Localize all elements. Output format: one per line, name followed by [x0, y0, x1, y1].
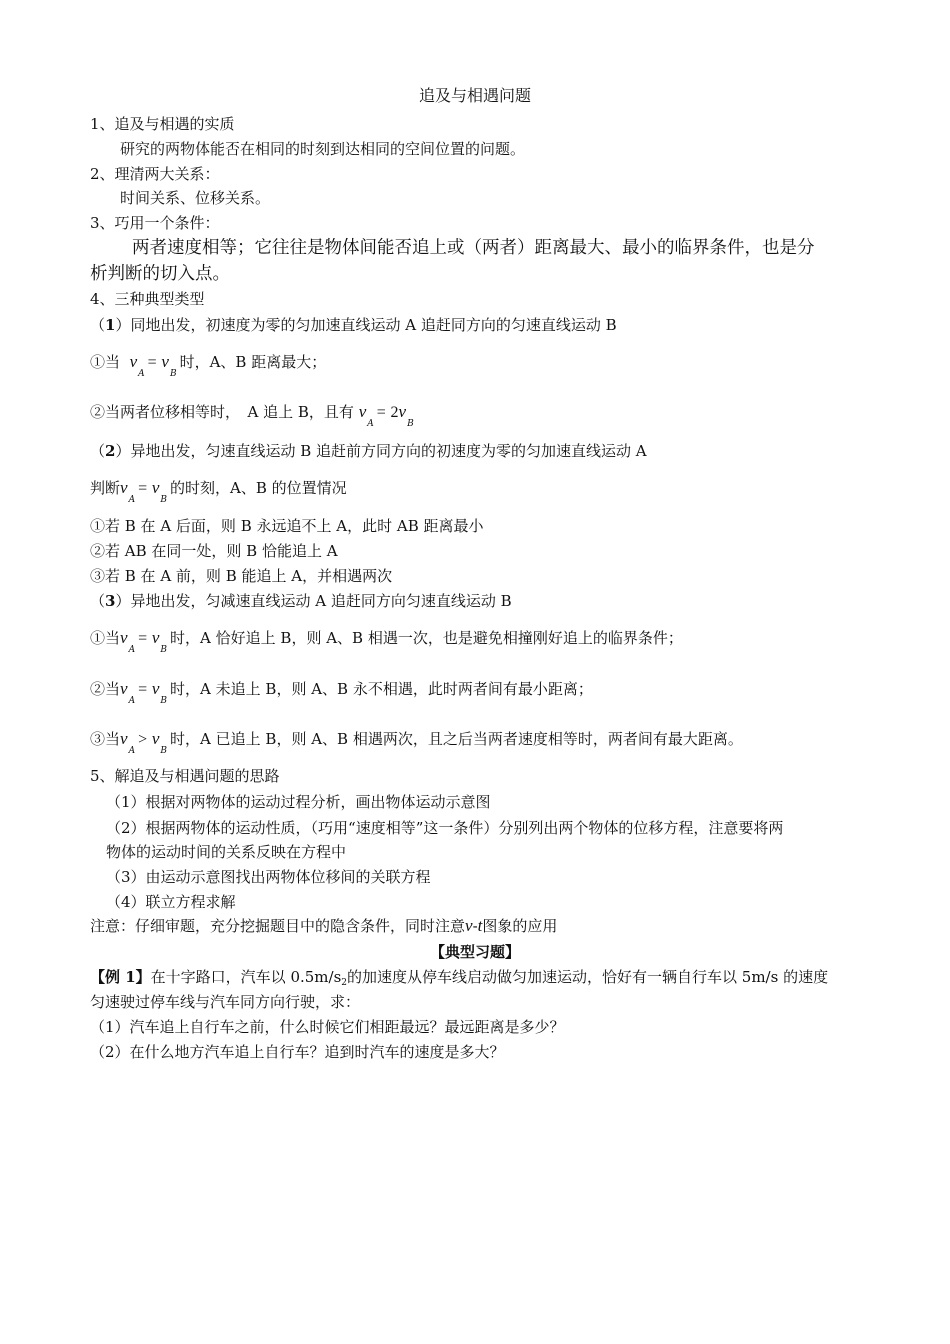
section-4-heading: 4、三种典型类型: [90, 290, 205, 308]
example-1-line-1: 【例 1】在十字路口，汽车以 $0.5m/s_2$的加速度从停车线启动做匀加速运动，恰好有一辆自行车以 5m/s 的速度: [90, 968, 829, 988]
example-1-question-2: （2）在什么地方汽车追上自行车？追到时汽车的速度是多大？: [90, 1043, 505, 1061]
exercises-heading: 【典型习题】: [429, 943, 520, 961]
case-2-judge: 判断$v_A= v_B$的时刻，A、B 的位置情况: [90, 478, 347, 505]
case-2-title: （2）异地出发，匀速直线运动 B 追赶前方同方向的初速度为零的匀加速直线运动 A: [90, 442, 647, 460]
case-2-item-1: ①若 B 在 A 后面，则 B 永远追不上 A，此时 AB 距离最小: [90, 517, 484, 535]
section-2-heading: 2、理清两大关系：: [90, 165, 220, 183]
case-1-item-2: ②当两者位移相等时， A 追上 B，且有 $v_A= 2v_B$: [90, 402, 414, 429]
section-1-text: 研究的两物体能否在相同的时刻到达相同的空间位置的问题。: [120, 140, 526, 158]
section-5-step-3: （3）由运动示意图找出两物体位移间的关联方程: [106, 868, 431, 886]
section-3-line-2: 析判断的切入点。: [90, 264, 230, 284]
case-3-item-2: ②当$v_A= v_B$时，A 未追上 B，则 A、B 永不相遇，此时两者间有最小距离；: [90, 679, 593, 706]
case-2-item-2: ②若 AB 在同一处，则 B 恰能追上 A: [90, 542, 338, 560]
section-3-heading: 3、巧用一个条件：: [90, 214, 220, 232]
section-1-heading: 1、追及与相遇的实质: [90, 115, 235, 133]
case-3-item-3: ③当$v_A> v_B$时，A 已追上 B，则 A、B 相遇两次，且之后当两者速度相等时，两者间有最大距离。: [90, 729, 743, 756]
section-3-line-1: 两者速度相等；它往往是物体间能否追上或（两者）距离最大、最小的临界条件，也是分: [132, 238, 815, 258]
case-2-item-3: ③若 B 在 A 前，则 B 能追上 A，并相遇两次: [90, 567, 393, 585]
section-5-heading: 5、解追及与相遇问题的思路: [90, 767, 280, 785]
section-5-step-2-cont: 物体的运动时间的关系反映在方程中: [106, 843, 347, 861]
section-2-text: 时间关系、位移关系。: [120, 189, 271, 207]
section-5-note: 注意：仔细审题，充分挖掘题目中的隐含条件，同时注意v-t图象的应用: [90, 916, 558, 935]
case-1-item-1: ①当 $v_A= v_B$时，A、B 距离最大；: [90, 352, 327, 379]
section-5-step-1: （1）根据对两物体的运动过程分析，画出物体运动示意图: [106, 793, 491, 811]
example-1-line-2: 匀速驶过停车线与汽车同方向行驶，求：: [90, 993, 361, 1011]
example-1-question-1: （1）汽车追上自行车之前，什么时候它们相距最远？最远距离是多少？: [90, 1018, 565, 1036]
case-3-title: （3）异地出发，匀减速直线运动 A 追赶同方向匀速直线运动 B: [90, 592, 512, 610]
page-title: 追及与相遇问题: [418, 86, 531, 105]
section-5-step-2: （2）根据两物体的运动性质，（巧用“速度相等”这一条件）分别列出两个物体的位移方程，注意要将两: [106, 819, 784, 837]
case-3-item-1: ①当$v_A= v_B$时，A 恰好追上 B，则 A、B 相遇一次，也是避免相撞刚好追上的临界条件；: [90, 628, 683, 655]
case-1-title: （1）同地出发，初速度为零的匀加速直线运动 A 追赶同方向的匀速直线运动 B: [90, 316, 617, 334]
section-5-step-4: （4）联立方程求解: [106, 893, 236, 911]
